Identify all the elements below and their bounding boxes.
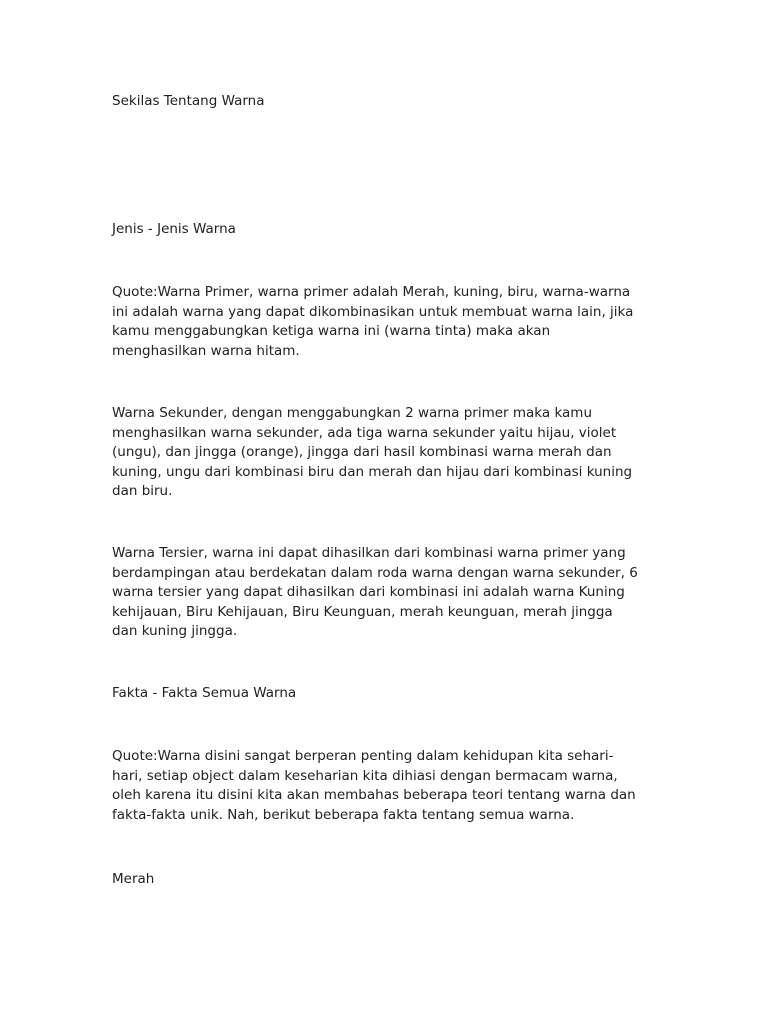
paragraph-tersier-line: warna tersier yang dapat dihasilkan dari kombinasi ini adalah warna Kuning bbox=[112, 584, 625, 600]
paragraph-tersier-line: dan kuning jingga. bbox=[112, 623, 238, 639]
paragraph-fakta-line: hari, setiap object dalam keseharian kita dihiasi dengan bermacam warna, bbox=[112, 767, 618, 784]
paragraph-sekunder-line: dan biru. bbox=[112, 483, 173, 499]
paragraph-sekunder-line: kuning, ungu dari kombinasi biru dan merah dan hijau dari kombinasi kuning bbox=[112, 463, 633, 480]
paragraph-sekunder-line: Warna Sekunder, dengan menggabungkan 2 warna primer maka kamu bbox=[112, 405, 593, 421]
paragraph-primer-line: menghasilkan warna hitam. bbox=[112, 342, 300, 359]
document-title: Sekilas Tentang Warna bbox=[112, 93, 265, 109]
paragraph-primer-line: kamu menggabungkan ketiga warna ini (warna tinta) maka akan bbox=[112, 323, 551, 339]
paragraph-primer-line: Quote:Warna Primer, warna primer adalah Merah, kuning, biru, warna-warna bbox=[112, 284, 631, 300]
section-heading-merah: Merah bbox=[112, 871, 155, 887]
paragraph-fakta-line: fakta-fakta unik. Nah, berikut beberapa fakta tentang semua warna. bbox=[112, 806, 575, 823]
section-heading-fakta-warna: Fakta - Fakta Semua Warna bbox=[112, 685, 297, 701]
paragraph-sekunder-line: (ungu), dan jingga (orange), jingga dari hasil kombinasi warna merah dan bbox=[112, 444, 612, 460]
paragraph-tersier-line: berdampingan atau berdekatan dalam roda warna dengan warna sekunder, 6 bbox=[112, 564, 638, 581]
paragraph-primer-line: ini adalah warna yang dapat dikombinasikan untuk membuat warna lain, jika bbox=[112, 303, 634, 320]
paragraph-tersier-line: Warna Tersier, warna ini dapat dihasilkan dari kombinasi warna primer yang bbox=[112, 545, 626, 561]
paragraph-tersier-line: kehijauan, Biru Kehijauan, Biru Keunguan, merah keunguan, merah jingga bbox=[112, 603, 613, 620]
paragraph-sekunder-line: menghasilkan warna sekunder, ada tiga warna sekunder yaitu hijau, violet bbox=[112, 424, 617, 441]
paragraph-fakta-line: Quote:Warna disini sangat berperan penting dalam kehidupan kita sehari- bbox=[112, 748, 614, 764]
paragraph-fakta-line: oleh karena itu disini kita akan membahas beberapa teori tentang warna dan bbox=[112, 787, 636, 803]
section-heading-jenis-warna: Jenis - Jenis Warna bbox=[112, 221, 236, 237]
